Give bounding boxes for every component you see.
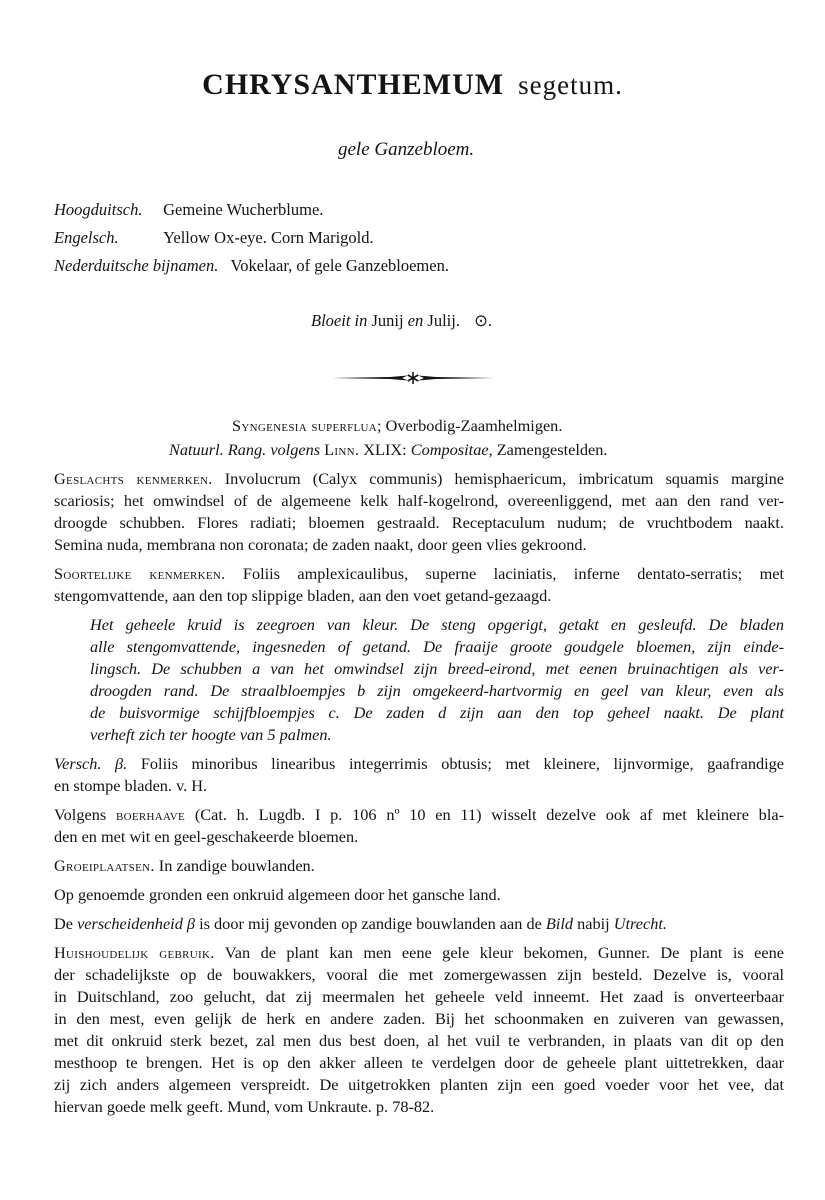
text-line: hiervan goede melk geeft. Mund, vom Unkraute. p. 78-82.	[54, 1097, 435, 1116]
text-line: Semina nuda, membrana non coronata; de zaden naakt, door geen vlies gekroond.	[54, 535, 587, 554]
common-name: gele Ganzebloem.	[338, 139, 475, 160]
genus-characters	[54, 468, 784, 490]
bloom-conj: en	[407, 311, 424, 330]
text-line: Foliis minoribus linearibus integerrimis obtusis; met kleinere, lijnvormige, gaafrandige	[140, 754, 784, 773]
text-fragment: De	[54, 914, 73, 933]
boerhaave-note	[54, 804, 784, 826]
text-line: zij zich anders algemeen verspreidt. De uitgetrokken planten zijn een goed voeder voor het vee, dat	[54, 1075, 784, 1094]
name-row-english	[54, 228, 449, 256]
text-line: Involucrum (Calyx communis) hemisphaericum, imbricatum squamis margine	[224, 469, 784, 488]
order-number: XLIX:	[363, 440, 407, 459]
section-heading: Geslachts kenmerken.	[54, 469, 213, 488]
natural-order-prefix: Natuurl. Rang. volgens	[169, 440, 321, 459]
text-line: Van de plant kan men eene gele kleur bekomen, Gunner. De plant is eene	[224, 943, 784, 962]
name-label: Nederduitsche bijnamen.	[54, 256, 219, 275]
text-fragment: Bild	[545, 914, 574, 933]
text-line: In zandige bouwlanden.	[158, 856, 315, 875]
text-line: mesthoop te brengen. Het is op den akker alleen te verdelgen door de geheele plant uittetrekken, daar	[54, 1053, 784, 1072]
section-heading: Versch. β.	[54, 754, 128, 773]
name-value: Gemeine Wucherblume.	[163, 200, 324, 219]
text-line: de buisvormige schijfbloempjes c. De zaden d zijn aan den top geheel naakt. De plant	[90, 703, 784, 722]
name-row-german	[54, 200, 449, 228]
family-name: Compositae,	[410, 440, 493, 459]
bloom-month-1: Junij	[371, 311, 404, 330]
section-heading: Soortelijke kenmerken.	[54, 564, 226, 583]
section-heading: Groeiplaatsen.	[54, 856, 155, 875]
name-label: Hoogduitsch.	[54, 200, 143, 219]
text-line: en stompe bladen. v. H.	[54, 776, 208, 795]
section-heading: Huishoudelijk gebruik.	[54, 943, 215, 962]
text-fragment: verscheidenheid β	[77, 914, 196, 933]
linnaean-class-dutch: ; Overbodig-Zaamhelmigen.	[377, 416, 563, 435]
text-line: in den mest, even gelijk de herk en andere zaden. Bij het schoonmaken en zuiveren van gewassen,	[54, 1009, 784, 1028]
author-name: boerhaave	[115, 805, 186, 824]
text-line: Het geheele kruid is zeegroen van kleur. De steng opgerigt, getakt en gesleufd. De bladen	[90, 615, 784, 634]
text-line: scariosis; het omwindsel of de algemeene kelk half-kogelrond, overeenliggend, met aan den rand ver-	[54, 491, 784, 510]
bloom-month-2: Julij.	[427, 311, 460, 330]
name-row-dutch	[54, 256, 449, 284]
name-value: Yellow Ox-eye. Corn Marigold.	[163, 228, 374, 247]
text-line: der schadelijkste op de bouwakkers, vooral die met zomergewassen zijn besteld. Dezelve is, vooral	[54, 965, 784, 984]
text-line: droogden rand. De straalbloempjes b zijn omgekeerd-hartvormig en geel van kleur, even als	[90, 681, 784, 700]
page-title	[0, 68, 825, 102]
linnaean-class: Syngenesia superflua	[232, 416, 378, 435]
ornament-divider-icon	[330, 370, 496, 386]
annual-symbol: ⊙.	[474, 311, 493, 330]
name-value: Vokelaar, of gele Ganzebloemen.	[230, 256, 449, 275]
text-line: verheft zich ter hoogte van 5 palmen.	[90, 725, 332, 744]
variety-section	[54, 753, 784, 775]
main-text	[54, 415, 784, 1118]
species-characters	[54, 563, 784, 585]
text-line: met dit onkruid sterk bezet, zal men dus best doen, al het vuil te verbranden, in plaats van dit op den	[54, 1031, 784, 1050]
text-line: Op genoemde gronden een onkruid algemeen door het gansche land.	[54, 885, 501, 904]
natural-order-line	[54, 439, 784, 461]
genus-name: CHRYSANTHEMUM	[202, 68, 505, 101]
text-line: in Duitschland, zoo gelucht, dat zij meermalen het geheele veld inneemt. Het zaad is onverteerbaar	[54, 987, 784, 1006]
bloom-prefix: Bloeit in	[311, 311, 368, 330]
text-line: droogde schubben. Flores radiati; bloemen gestraald. Receptaculum nudum; de vruchtbodem naakt.	[54, 513, 784, 532]
text-fragment: is door mij gevonden op zandige bouwlanden aan de	[199, 914, 542, 933]
text-line: Foliis amplexicaulibus, superne laciniatis, inferne dentato-serratis; met	[242, 564, 784, 583]
habitat-section	[54, 855, 784, 877]
text-line: den en met wit en geel-geschakeerde bloemen.	[54, 827, 359, 846]
linnaeus-abbr: Linn.	[324, 440, 360, 459]
text-line: alle stengomvattende, ingesneden of getand. De fraaije groote goudgele bloemen, zijn einde-	[90, 637, 784, 656]
plant-description	[54, 614, 784, 746]
vernacular-names	[54, 200, 449, 284]
text-fragment: nabij	[577, 914, 610, 933]
name-label: Engelsch.	[54, 228, 119, 247]
variety-location	[54, 913, 784, 935]
economic-use	[54, 942, 784, 964]
text-line: lingsch. De schubben a van het omwindsel zijn breed-eirond, met eenen bruinachtigen als ver-	[90, 659, 784, 678]
species-name: segetum.	[518, 70, 623, 100]
family-name-dutch: Zamengestelden.	[496, 440, 608, 459]
note-prefix: Volgens	[54, 805, 107, 824]
classification-line	[54, 415, 784, 437]
text-line: stengomvattende, aan den top slippige bladen, aan den voet getand-gezaagd.	[54, 586, 552, 605]
text-fragment: Utrecht.	[613, 914, 667, 933]
text-line: (Cat. h. Lugdb. I p. 106 nº 10 en 11) wisselt dezelve ook af met kleinere bla-	[194, 805, 784, 824]
flowering-time	[311, 311, 492, 331]
